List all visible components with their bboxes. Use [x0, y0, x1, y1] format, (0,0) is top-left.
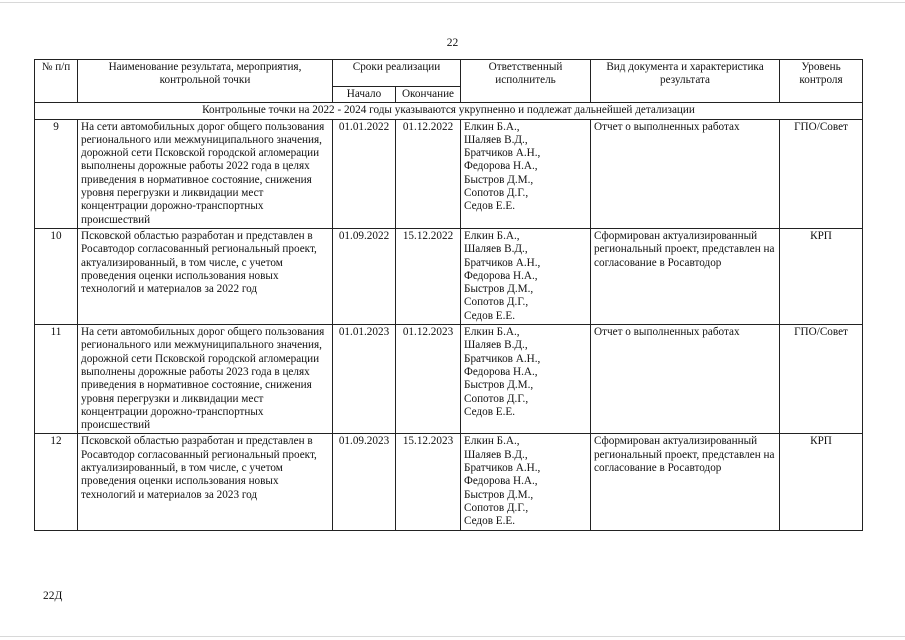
- row-document: Отчет о выполненных работах: [591, 119, 780, 228]
- section-note: Контрольные точки на 2022 - 2024 годы указываются укрупненно и подлежат дальнейшей детализации: [35, 103, 863, 119]
- responsible-person: Елкин Б.А.,: [464, 326, 520, 339]
- row-end-date: 15.12.2023: [396, 434, 461, 530]
- responsible-person: Сопотов Д.Г.,: [464, 392, 529, 405]
- responsible-person: Седов Е.Е.: [464, 405, 516, 418]
- section-row: [35, 103, 863, 119]
- header-start: Начало: [333, 87, 396, 103]
- footer-code: 22Д: [43, 590, 63, 602]
- responsible-person: Федорова Н.А.,: [464, 269, 538, 282]
- scan-edge-bottom: [0, 636, 905, 637]
- row-control-level: КРП: [780, 228, 863, 324]
- responsible-person: Федорова Н.А.,: [464, 475, 538, 488]
- row-control-level: КРП: [780, 434, 863, 530]
- row-name: Псковской областью разработан и представлен в Росавтодор согласованный региональный проект, актуализированный, в том числе, с учетом проведения оценки использования новых технологий и материалов за 2023 год: [78, 434, 333, 530]
- row-start-date: 01.09.2023: [333, 434, 396, 530]
- responsible-person: Елкин Б.А.,: [464, 435, 520, 448]
- row-document: Отчет о выполненных работах: [591, 325, 780, 434]
- row-start-date: 01.09.2022: [333, 228, 396, 324]
- responsible-person: Братчиков А.Н.,: [464, 462, 541, 475]
- responsible-person: Сопотов Д.Г.,: [464, 501, 529, 514]
- row-control-level: ГПО/Совет: [780, 325, 863, 434]
- responsible-person: Шаляев В.Д.,: [464, 133, 528, 146]
- table-row: [35, 325, 863, 434]
- responsible-person: Быстров Д.М.,: [464, 488, 534, 501]
- row-end-date: 15.12.2022: [396, 228, 461, 324]
- responsible-person: Шаляев В.Д.,: [464, 448, 528, 461]
- responsible-person: Быстров Д.М.,: [464, 173, 534, 186]
- row-name: На сети автомобильных дорог общего пользования регионального или межмуниципального значения, дорожной сети Псковской городской агломерации выполнены дорожные работы 2022 года в целях приведения в нормативное состояние, снижения уровня перегрузки и ликвидации мест концентрации дорожно-транспортных происшествий: [78, 119, 333, 228]
- responsible-person: Сопотов Д.Г.,: [464, 296, 529, 309]
- responsible-person: Седов Е.Е.: [464, 515, 516, 528]
- responsible-person: Быстров Д.М.,: [464, 379, 534, 392]
- row-name: На сети автомобильных дорог общего пользования регионального или межмуниципального значения, дорожной сети Псковской городской агломерации выполнены дорожные работы 2023 года в целях приведения в нормативное состояние, снижения уровня перегрузки и ликвидации мест концентрации дорожно-транспортных происшествий: [78, 325, 333, 434]
- row-name: Псковской областью разработан и представлен в Росавтодор согласованный региональный проект, актуализированный, в том числе, с учетом проведения оценки использования новых технологий и материалов за 2022 год: [78, 228, 333, 324]
- table-row: [35, 434, 863, 530]
- responsible-person: Быстров Д.М.,: [464, 283, 534, 296]
- responsible-person: Сопотов Д.Г.,: [464, 187, 529, 200]
- header-name: Наименование результата, мероприятия, контрольной точки: [78, 60, 333, 103]
- row-responsible: [461, 325, 591, 434]
- responsible-person: Братчиков А.Н.,: [464, 147, 541, 160]
- responsible-person: Седов Е.Е.: [464, 200, 516, 213]
- row-document: Сформирован актуализированный региональный проект, представлен на согласование в Росавтодор: [591, 228, 780, 324]
- row-number: 10: [35, 228, 78, 324]
- row-responsible: [461, 119, 591, 228]
- row-document: Сформирован актуализированный региональный проект, представлен на согласование в Росавтодор: [591, 434, 780, 530]
- responsible-person: Елкин Б.А.,: [464, 229, 520, 242]
- row-control-level: ГПО/Совет: [780, 119, 863, 228]
- header-level: Уровень контроля: [780, 60, 863, 103]
- row-number: 9: [35, 119, 78, 228]
- row-number: 11: [35, 325, 78, 434]
- responsible-person: Шаляев В.Д.,: [464, 339, 528, 352]
- header-end: Окончание: [396, 87, 461, 103]
- table-row: [35, 228, 863, 324]
- header-row: [35, 60, 863, 87]
- scan-edge-top: [0, 2, 905, 3]
- page-number: 22: [446, 37, 459, 49]
- responsible-person: Федорова Н.А.,: [464, 365, 538, 378]
- header-num: № п/п: [35, 60, 78, 103]
- responsible-person: Седов Е.Е.: [464, 309, 516, 322]
- header-terms: Сроки реализации: [333, 60, 461, 87]
- row-start-date: 01.01.2023: [333, 325, 396, 434]
- responsible-person: Братчиков А.Н.,: [464, 256, 541, 269]
- table-row: [35, 119, 863, 228]
- responsible-person: Елкин Б.А.,: [464, 120, 520, 133]
- row-responsible: [461, 228, 591, 324]
- row-start-date: 01.01.2022: [333, 119, 396, 228]
- row-responsible: [461, 434, 591, 530]
- responsible-person: Федорова Н.А.,: [464, 160, 538, 173]
- row-end-date: 01.12.2023: [396, 325, 461, 434]
- row-number: 12: [35, 434, 78, 530]
- control-points-table: [34, 59, 863, 531]
- header-responsible: Ответственный исполнитель: [461, 60, 591, 103]
- responsible-person: Братчиков А.Н.,: [464, 352, 541, 365]
- header-doc: Вид документа и характеристика результата: [591, 60, 780, 103]
- row-end-date: 01.12.2022: [396, 119, 461, 228]
- responsible-person: Шаляев В.Д.,: [464, 243, 528, 256]
